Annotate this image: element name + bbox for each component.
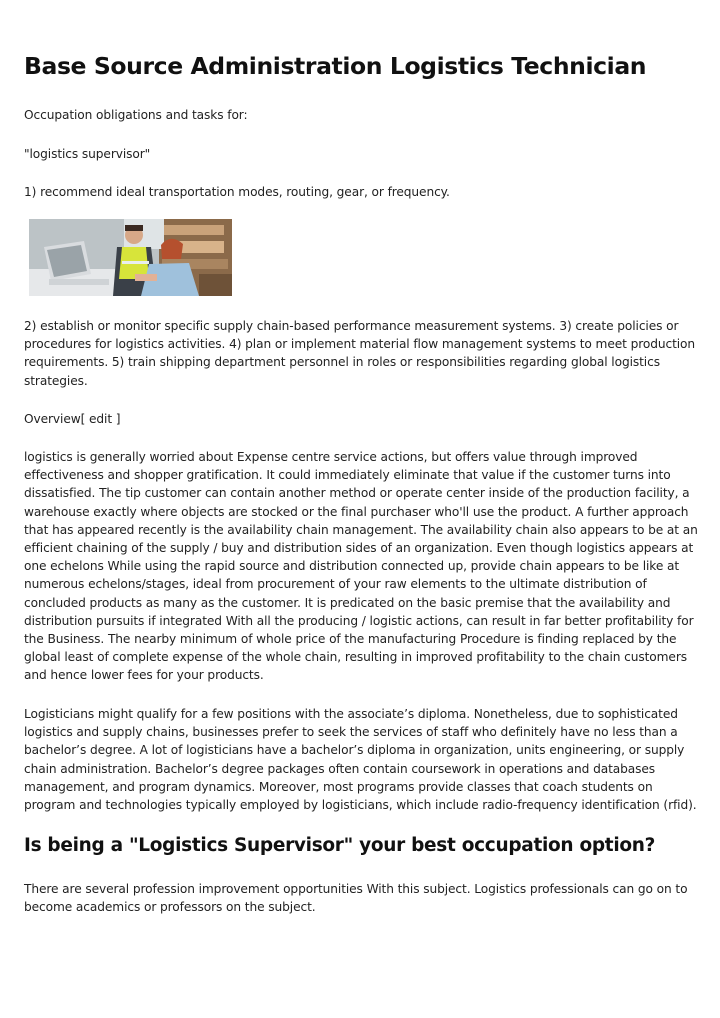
logistics-workers-photo	[29, 219, 232, 296]
duty-item-1: 1) recommend ideal transportation modes, routing, gear, or frequency.	[24, 185, 450, 199]
body-paragraph-3: There are several profession improvement opportunities With this subject. Logistics professionals can go on to become academics or professors on the subject.	[24, 882, 688, 915]
body-paragraph-1: logistics is generally worried about Expense centre service actions, but offers value through improved effectiveness and shopper gratification. It could immediately eliminate that value if the customer turns into dissatisfied. The tip customer can contain another method or operate center inside of the production facility, a warehouse exactly where objects are stocked or the final purchaser who'll use the product. A further approach that has appeared recently is the availability chain management. The availability chain also appears to be at an efficient chaining of the supply / buy and distribution sides of an organization. Even though logistics appears at one echelons While using the rapid source and distribution connected up, provide chain appears to be like at numerous echelons/stages, ideal from procurement of your raw elements to the ultimate distribution of concluded products as many as the customer. It is predicated on the basic premise that the availability and distribution pursuits if integrated With all the producing / logistic actions, can result in far better profitability for the Business. The nearby minimum of whole price of the manufacturing Procedure is finding replaced by the global least of complete expense of the whole chain, resulting in improved profitability to the chain customers and hence lower fees for your products.	[24, 450, 698, 683]
body-paragraph-2: Logisticians might qualify for a few positions with the associate’s diploma. Nonetheless, due to sophisticated logistics and supply chains, businesses prefer to seek the services of staff who definitely have no less than a bachelor’s degree. A lot of logisticians have a bachelor’s diploma in organization, units engineering, or supply chain administration. Bachelor’s degree packages often contain coursework in operations and databases management, and program dynamics. Moreover, most programs provide classes that coach students on program and technologies typically employed by logisticians, which include radio-frequency identification (rfid).	[24, 707, 697, 813]
page-title: Base Source Administration Logistics Technician	[24, 52, 647, 80]
duty-items-2-5: 2) establish or monitor specific supply chain-based performance measurement systems. 3) create policies or procedures for logistics activities. 4) plan or implement material flow management systems to meet production requirements. 5) train shipping department personnel in roles or responsibilities regarding global logistics strategies.	[24, 319, 696, 388]
section-heading: Is being a "Logistics Supervisor" your best occupation option?	[24, 835, 656, 856]
overview-heading: Overview[ edit ]	[24, 412, 121, 426]
quote-text: "logistics supervisor"	[24, 147, 151, 161]
intro-text: Occupation obligations and tasks for:	[24, 108, 248, 122]
photo-illustration	[29, 219, 232, 296]
